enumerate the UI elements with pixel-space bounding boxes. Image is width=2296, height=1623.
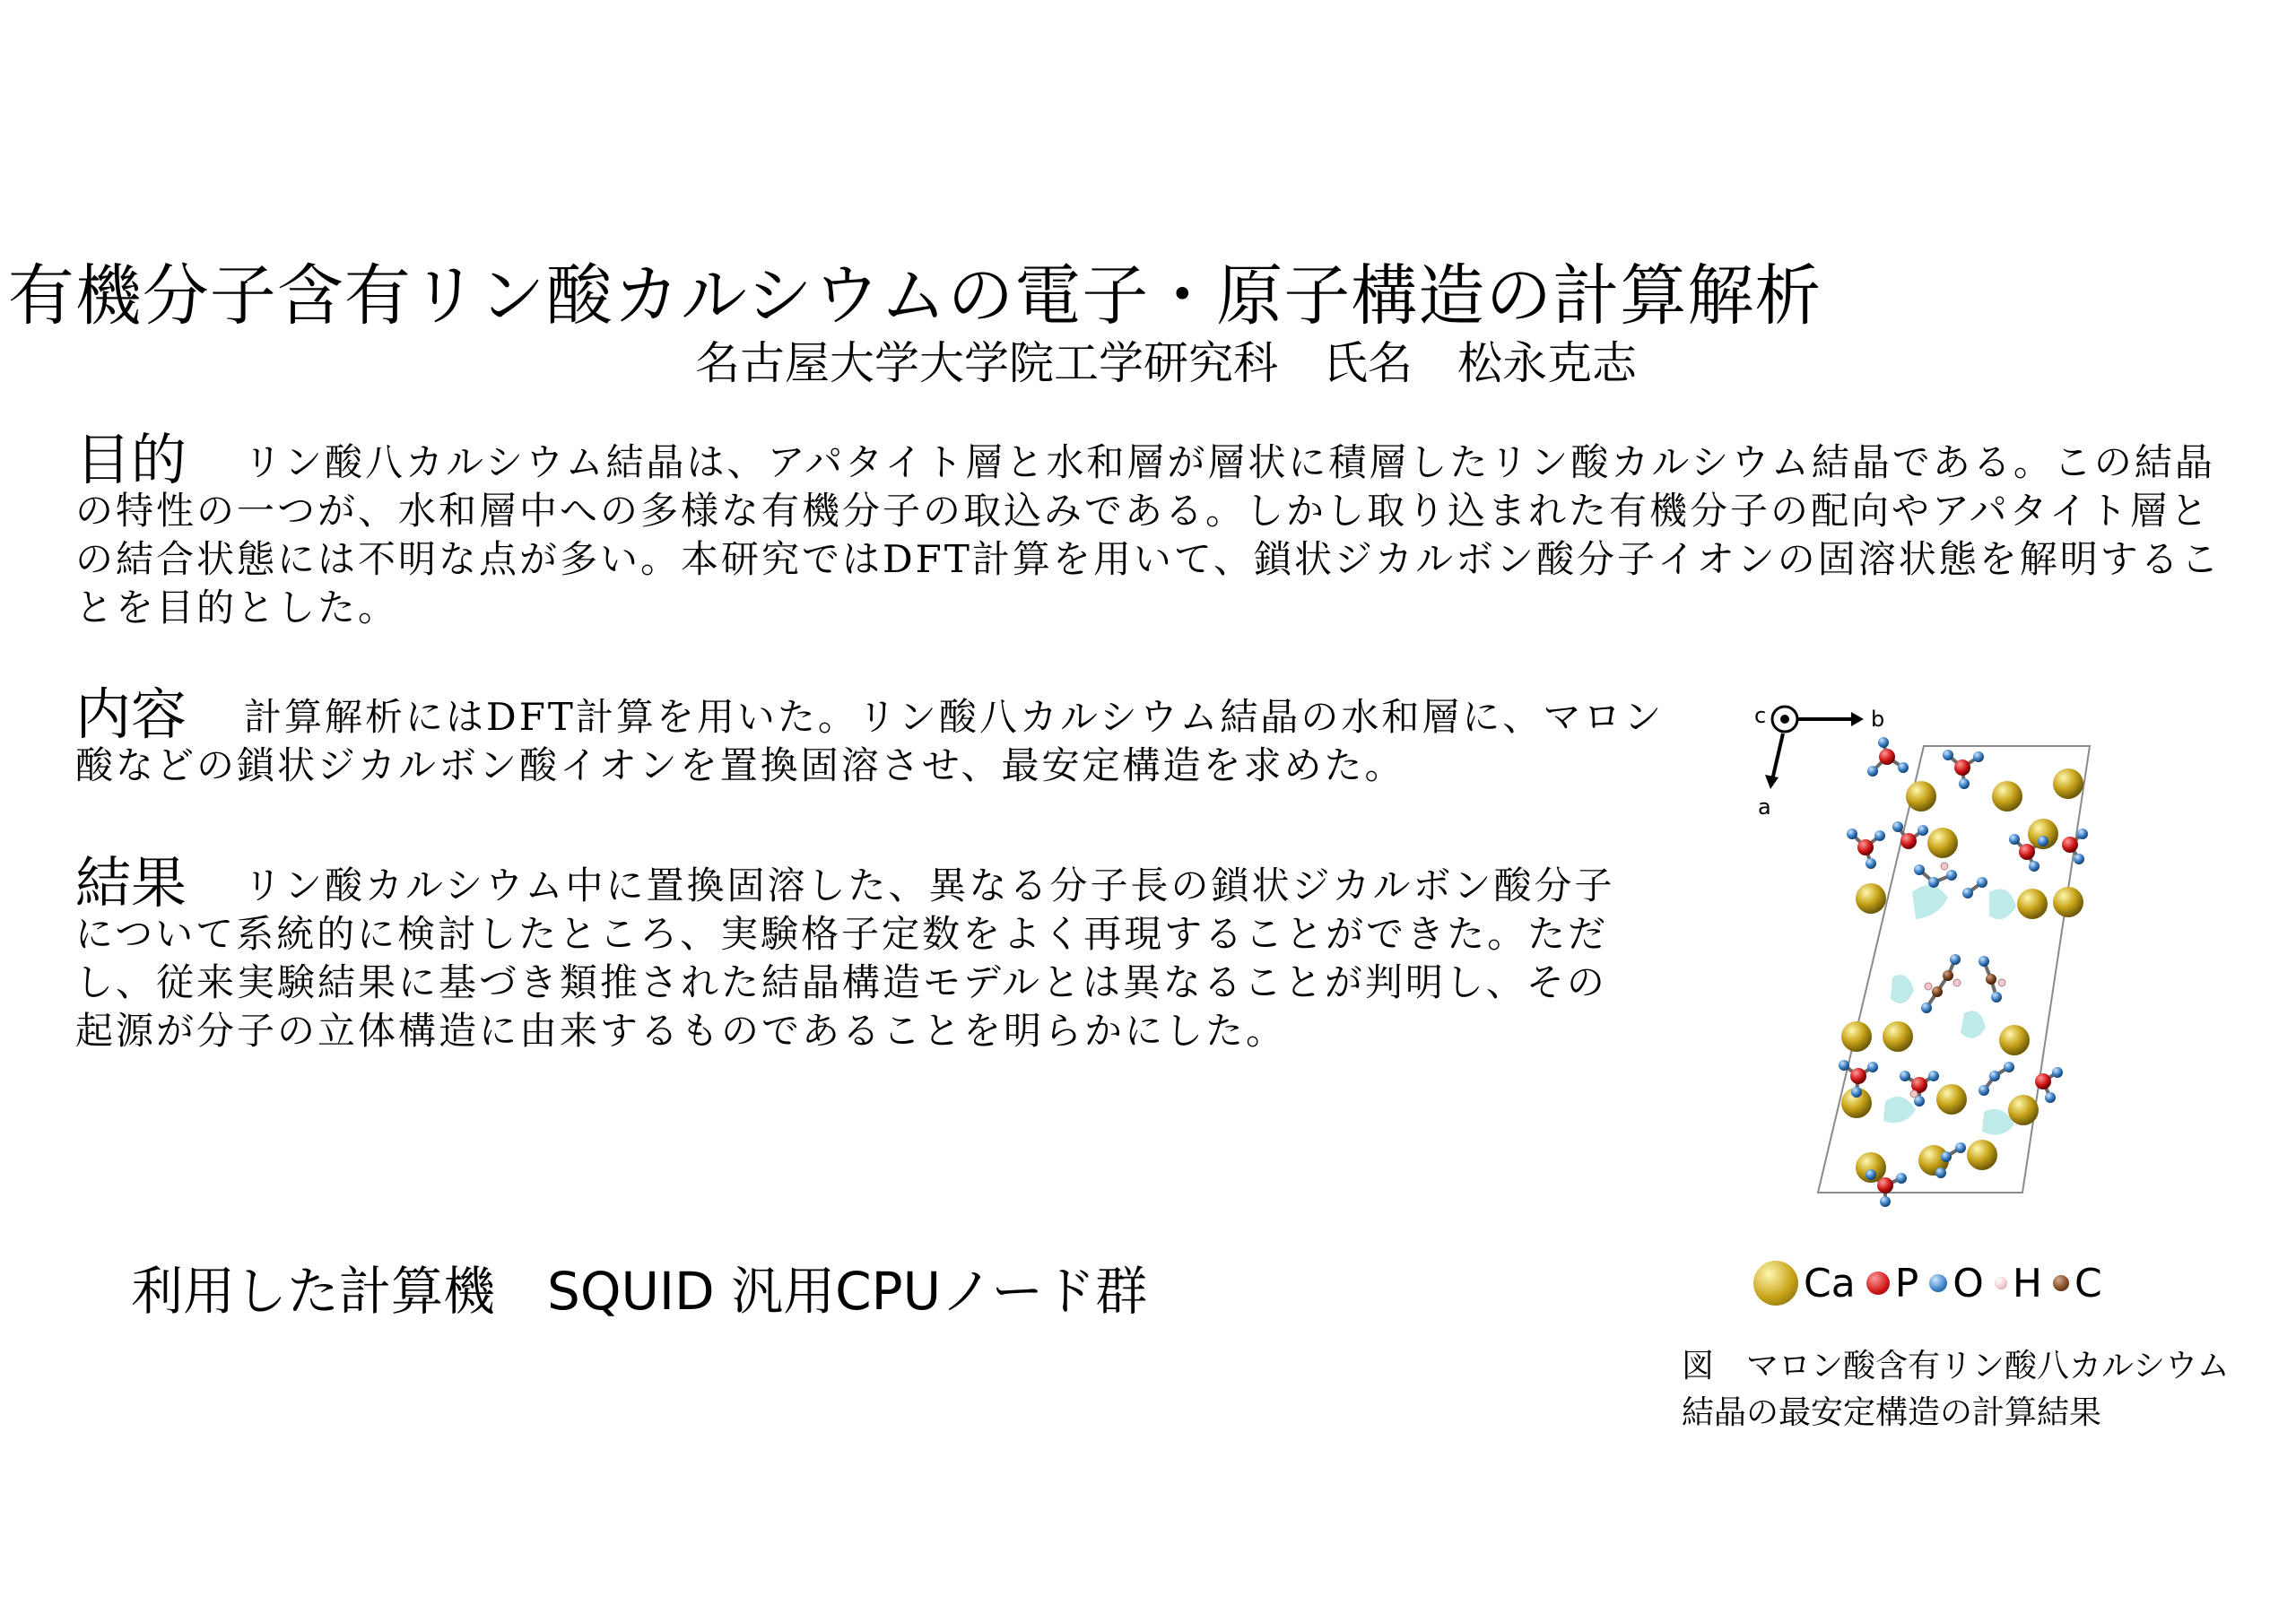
ca-atom: [2053, 887, 2083, 917]
o-atom: [1866, 1169, 1876, 1180]
o-atom: [1928, 1071, 1939, 1081]
o-atom: [1878, 737, 1889, 748]
o-atom: [1941, 1151, 1952, 1162]
ca-atom: [1967, 1140, 1997, 1170]
o-atom: [1977, 877, 1987, 888]
axis-indicator: [1754, 703, 1884, 820]
ca-atom: [1927, 828, 1958, 858]
o-atom: [1892, 821, 1903, 832]
legend-h-ball: [1995, 1277, 2007, 1289]
legend-label-p: P: [1894, 1260, 1919, 1306]
o-atom: [1914, 864, 1925, 875]
o-atom: [1880, 1196, 1891, 1207]
o-atom: [2004, 1062, 2014, 1072]
h-atom: [1998, 979, 2005, 986]
section-text-result: リン酸カルシウム中に置換固溶した、異なる分子長の鎖状ジカルボン酸分子について系統的に検討したところ、実験格子定数をよく再現することができた。ただし、従来実験結果に基づき類推された結晶構造モデルとは異なることが判明し、その起源が分子の立体構造に由来するものであることを明らかにした。: [75, 864, 1615, 1053]
o-atom: [1973, 751, 1984, 762]
o-atom: [1979, 956, 1989, 967]
o-atom: [1991, 992, 2002, 1002]
ca-atom: [1841, 1021, 1872, 1052]
o-atom: [2052, 1067, 2063, 1078]
o-atoms: [1839, 737, 2088, 1207]
legend-label-o: O: [1952, 1260, 1984, 1306]
o-atom: [1921, 1002, 1932, 1013]
axis-c-dot: [1780, 715, 1789, 724]
o-atom: [1847, 829, 1857, 839]
o-atom: [1874, 830, 1885, 841]
ca-atom: [1906, 781, 1936, 812]
p-atom: [2062, 837, 2078, 853]
p-atom: [1954, 759, 1970, 776]
p-atoms: [1850, 749, 2078, 1193]
legend-label-h: H: [2012, 1260, 2042, 1306]
isosurface: [1961, 1011, 1986, 1038]
o-atom: [1955, 1142, 1966, 1153]
o-atom: [1839, 1060, 1849, 1071]
section-heading-purpose: 目的: [75, 427, 187, 492]
o-atom: [1962, 888, 1973, 898]
o-atom: [1900, 1071, 1910, 1081]
axis-a-arrowhead: [1765, 775, 1779, 789]
ca-atoms: [1841, 768, 2083, 1183]
o-atom: [2077, 829, 2088, 839]
o-atom: [2074, 854, 2084, 864]
isosurface: [1912, 885, 1948, 919]
isosurface: [1989, 889, 2016, 919]
o-atom: [1896, 1173, 1907, 1184]
section-heading-result: 結果: [75, 850, 187, 916]
legend-p-ball: [1866, 1271, 1890, 1295]
ca-atom: [1936, 1084, 1967, 1115]
c-atom: [1986, 974, 1996, 985]
axis-label-c: c: [1754, 703, 1767, 728]
o-atom: [1950, 954, 1961, 965]
p-atom: [1857, 839, 1874, 855]
axis-b-arrowhead: [1851, 712, 1864, 726]
atom-legend: [1753, 1252, 2102, 1315]
o-atom: [1946, 870, 1957, 881]
o-atom: [2029, 861, 2039, 872]
p-atom: [2019, 844, 2035, 860]
o-atom: [1979, 1085, 1989, 1096]
p-atom: [1850, 1068, 1866, 1084]
isosurface: [1891, 975, 1914, 1003]
isosurface: [1883, 1097, 1916, 1123]
o-atom: [2038, 836, 2048, 846]
p-atom: [1900, 833, 1917, 849]
ca-atom: [1999, 1025, 2030, 1055]
bonds: [1844, 742, 2083, 1202]
legend-label-c: C: [2074, 1260, 2102, 1306]
legend-c-ball: [2053, 1275, 2069, 1291]
unit-cell-outline: [1818, 746, 2090, 1193]
o-atom: [1898, 762, 1909, 773]
o-atom: [1851, 1087, 1862, 1098]
section-content: [75, 681, 1672, 790]
o-atom: [1867, 766, 1878, 777]
axis-a-arrow: [1772, 733, 1783, 780]
o-atom: [2009, 834, 2020, 845]
c-atom: [1943, 970, 1953, 981]
o-atom: [1928, 877, 1939, 888]
ca-atom: [1856, 883, 1886, 914]
o-atom: [1989, 1071, 2000, 1081]
ca-atom: [1883, 1021, 1913, 1052]
h-atom: [1941, 863, 1948, 870]
section-result: [75, 850, 1627, 1055]
o-atom: [1943, 750, 1953, 760]
ca-atom: [2017, 889, 2048, 919]
ca-atom: [2008, 1095, 2039, 1125]
h-atom: [1910, 1090, 1918, 1098]
section-text-content: 計算解析にはDFT計算を用いた。リン酸八カルシウム結晶の水和層に、マロン酸などの鎖状ジカルボン酸イオンを置換固溶させ、最安定構造を求めた。: [75, 695, 1665, 787]
legend-label-ca: Ca: [1804, 1260, 1856, 1306]
section-text-purpose: リン酸八カルシウム結晶は、アパタイト層と水和層が層状に積層したリン酸カルシウム結晶である。この結晶の特性の一つが、水和層中への多様な有機分子の取込みである。しかし取り込まれた有機分子の配向やアパタイト層との結合状態には不明な点が多い。本研究ではDFT計算を用いて、鎖状ジカルボン酸分子イオンの固溶状態を解明することを目的とした。: [75, 440, 2222, 629]
legend-ca-ball: [1753, 1261, 1798, 1306]
section-purpose: [75, 427, 2246, 632]
affiliation: 名古屋大学大学院工学研究科 氏名 松永克志: [695, 337, 1637, 389]
h-atom: [1925, 983, 1932, 990]
o-atom: [1866, 858, 1876, 869]
axis-label-a: a: [1758, 794, 1771, 820]
o-atom: [1867, 1062, 1878, 1072]
poster-title: 有機分子含有リン酸カルシウムの電子・原子構造の計算解析: [7, 257, 1822, 334]
h-atom: [1953, 979, 1961, 986]
o-atom: [2045, 1092, 2056, 1103]
crystal-structure-figure: [1722, 690, 2224, 1246]
o-atom: [1959, 778, 1970, 789]
o-atom: [1935, 1167, 1946, 1178]
legend-o-ball: [1929, 1274, 1947, 1292]
figure-caption: 図 マロン酸含有リン酸八カルシウム結晶の最安定構造の計算結果: [1682, 1348, 2230, 1431]
p-atom: [1879, 749, 1895, 765]
p-atom: [2035, 1073, 2051, 1089]
section-heading-content: 内容: [75, 681, 187, 747]
c-atom: [1932, 986, 1943, 997]
p-atom: [1877, 1177, 1893, 1193]
axis-label-b: b: [1871, 707, 1885, 732]
ca-atom: [2053, 768, 2083, 799]
ca-atom: [1992, 781, 2022, 812]
computer-used: 利用した計算機 SQUID 汎用CPUノード群: [131, 1261, 1148, 1322]
o-atom: [1918, 825, 1928, 836]
